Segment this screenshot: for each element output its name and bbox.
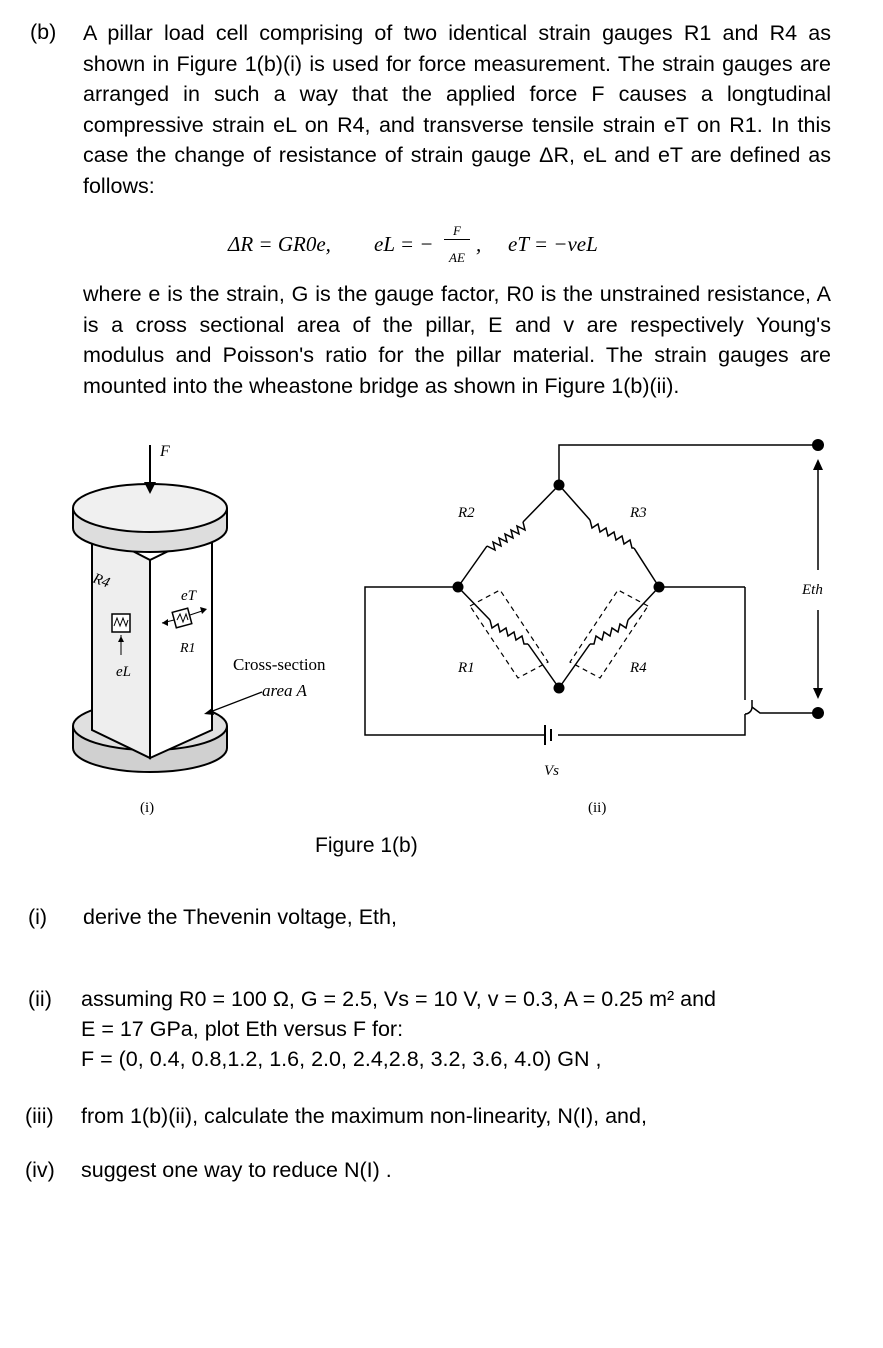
eq-el-denominator: AE bbox=[449, 250, 465, 265]
question-number: (iii) bbox=[25, 1104, 54, 1128]
r1-label: R1 bbox=[180, 641, 196, 656]
force-label: F bbox=[160, 443, 170, 460]
r3-label: R3 bbox=[630, 505, 647, 521]
question-text: from 1(b)(ii), calculate the maximum non-linearity, N(I), and, bbox=[81, 1104, 647, 1128]
area-label: area A bbox=[262, 681, 307, 700]
eq-delta-r: ΔR = GR0e, bbox=[228, 232, 331, 256]
question-text: E = 17 GPa, plot Eth versus F for: bbox=[81, 1017, 404, 1041]
bridge-circuit bbox=[365, 445, 818, 745]
r2-label: R2 bbox=[458, 505, 475, 521]
intro-paragraph: A pillar load cell comprising of two identical strain gauges R1 and R4 as shown in Figure 1(b)(i) is used for force measurement. The strain gauges are arranged in such a way that the applied force F causes a longtudinal compressive strain eL on R4, and transverse tensile strain eT on R1. In this case the change of resistance of strain gauge ΔR, eL and eT are defined as follows: bbox=[83, 21, 831, 198]
vs-label: Vs bbox=[544, 763, 559, 779]
bridge-node-top bbox=[554, 480, 565, 491]
r1-bridge-label: R1 bbox=[458, 660, 475, 676]
eq-el-lhs: eL = − bbox=[374, 232, 434, 256]
part-label: (b) bbox=[30, 20, 57, 44]
figure-1b bbox=[0, 430, 883, 870]
cross-section-label: Cross-section bbox=[233, 655, 326, 674]
eth-label: Eth bbox=[802, 582, 823, 598]
r4-bridge-label: R4 bbox=[630, 660, 647, 676]
eq-el-comma: , bbox=[476, 232, 482, 256]
pillar-sublabel: (i) bbox=[140, 800, 155, 816]
terminal-top bbox=[812, 439, 824, 451]
terminal-bottom bbox=[812, 707, 824, 719]
question-text: suggest one way to reduce N(I) . bbox=[81, 1158, 392, 1182]
question-text: derive the Thevenin voltage, Eth, bbox=[83, 905, 397, 929]
question-number: (i) bbox=[28, 905, 48, 929]
question-text: F = (0, 0.4, 0.8,1.2, 1.6, 2.0, 2.4,2.8, 3.2, 3.6, 4.0) GN , bbox=[81, 1047, 602, 1071]
eq-el-numerator: F bbox=[444, 223, 470, 240]
question-text: assuming R0 = 100 Ω, G = 2.5, Vs = 10 V, v = 0.3, A = 0.25 m² and bbox=[81, 987, 716, 1011]
bridge-node-right bbox=[654, 582, 665, 593]
r4-label: R4 bbox=[90, 570, 112, 592]
et-label: eT bbox=[181, 588, 196, 604]
bridge-node-left bbox=[453, 582, 464, 593]
bridge-sublabel: (ii) bbox=[588, 800, 607, 816]
where-paragraph: where e is the strain, G is the gauge factor, R0 is the unstrained resistance, A is a cross sectional area of the pillar, E and v are respectively Young's modulus and Poisson's ratio for the pillar material. The strain gauges are mounted into the wheastone bridge as shown in Figure 1(b)(ii). bbox=[83, 282, 831, 398]
question-number: (ii) bbox=[28, 987, 52, 1011]
el-label: eL bbox=[116, 664, 131, 680]
eq-et: eT = −veL bbox=[508, 232, 598, 256]
question-number: (iv) bbox=[25, 1158, 55, 1182]
figure-caption: Figure 1(b) bbox=[315, 834, 418, 857]
pillar-diagram bbox=[73, 443, 326, 816]
bridge-node-bottom bbox=[554, 683, 565, 694]
